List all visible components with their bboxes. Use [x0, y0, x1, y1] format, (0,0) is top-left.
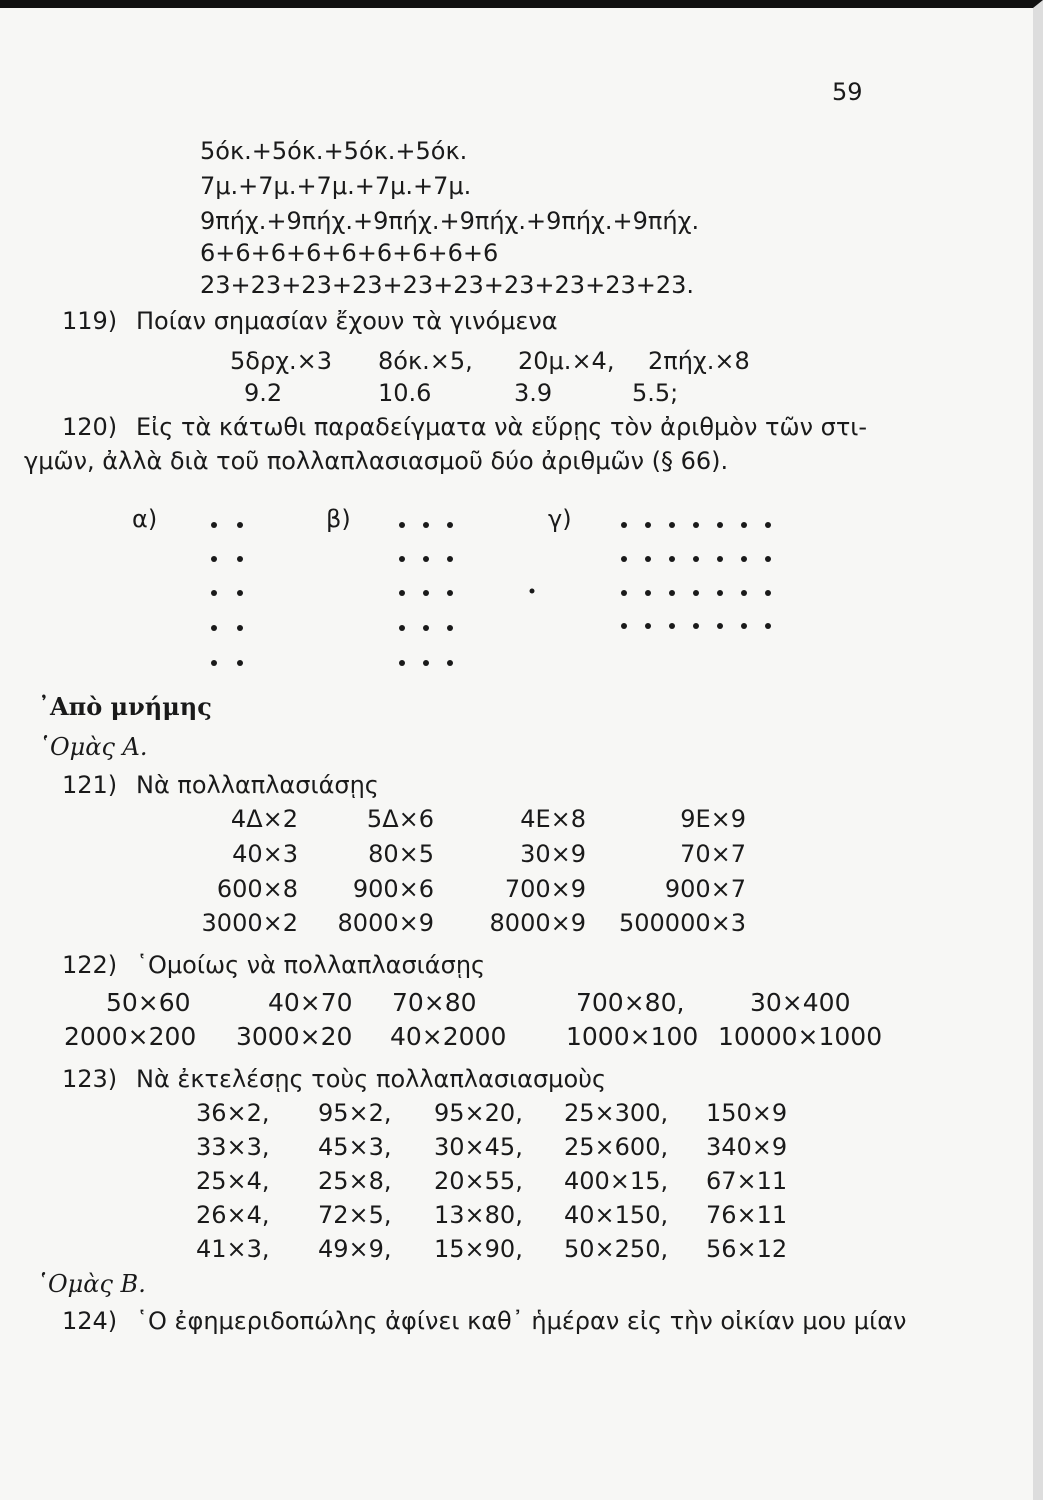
ex123-r1-c5: 150×9 [706, 1099, 788, 1127]
exercise-124-text: ῾Ο ἐφημεριδοπώλης ἀφίνει καθ᾽ ἡμέραν εἰς τὴν οἰκίαν μου μίαν [136, 1307, 907, 1335]
exercise-124-number: 124) [62, 1307, 118, 1335]
dot-group-label-a: α) [132, 505, 158, 533]
exercise-119-text: Ποίαν σημασίαν ἔχουν τὰ γινόμενα [136, 307, 558, 335]
ex121-r4-c2: 8000×9 [337, 909, 434, 937]
ex121-r2-c3: 30×9 [520, 840, 586, 868]
page-number: 59 [832, 78, 863, 106]
sum-line-5: 23+23+23+23+23+23+23+23+23+23. [200, 271, 695, 299]
ex121-r1-c2: 5Δ×6 [366, 805, 434, 833]
ex121-r1-c3: 4Ε×8 [520, 805, 586, 833]
ex122-r2-c2: 3000×20 [236, 1022, 353, 1051]
sum-line-3: 9πήχ.+9πήχ.+9πήχ.+9πήχ.+9πήχ.+9πήχ. [200, 207, 700, 235]
ex123-r5-c5: 56×12 [706, 1235, 788, 1263]
ex123-r2-c4: 25×600, [564, 1133, 669, 1161]
ex123-r5-c1: 41×3, [196, 1235, 270, 1263]
ex123-r2-c1: 33×3, [196, 1133, 270, 1161]
ex119-r1-c2: 8όκ.×5, [378, 347, 473, 375]
ex121-r4-c3: 8000×9 [489, 909, 586, 937]
exercise-119-number: 119) [62, 307, 118, 335]
ex123-r5-c4: 50×250, [564, 1235, 669, 1263]
ex123-r3-c5: 67×11 [706, 1167, 788, 1195]
dot-group-gamma [612, 513, 782, 638]
ex123-r3-c1: 25×4, [196, 1167, 270, 1195]
ex121-r1-c4: 9Ε×9 [680, 805, 746, 833]
ex121-r4-c4: 500000×3 [619, 909, 746, 937]
ex121-r2-c2: 80×5 [368, 840, 434, 868]
ex122-r1-c4: 700×80, [576, 988, 685, 1017]
exercise-123-number: 123) [62, 1065, 118, 1093]
ex123-r4-c2: 72×5, [318, 1201, 392, 1229]
dot-group-beta [388, 513, 468, 673]
ex122-r2-c5: 10000×1000 [718, 1022, 883, 1051]
group-a-heading: ῾Ομὰς Α. [38, 733, 148, 761]
ex119-r1-c3: 20μ.×4, [518, 347, 615, 375]
sum-line-4: 6+6+6+6+6+6+6+6+6 [200, 239, 499, 267]
ex121-r2-c4: 70×7 [680, 840, 746, 868]
ex119-r1-c1: 5δρχ.×3 [230, 347, 333, 375]
exercise-120-line-1: Εἰς τὰ κάτωθι παραδείγματα νὰ εὕρῃς τὸν ἀριθμὸν τῶν στι- [136, 413, 868, 441]
ex122-r1-c3: 70×80 [392, 988, 477, 1017]
ex123-r2-c3: 30×45, [434, 1133, 523, 1161]
ex122-r2-c3: 40×2000 [390, 1022, 507, 1051]
ex121-r4-c1: 3000×2 [201, 909, 298, 937]
exercise-122-number: 122) [62, 951, 118, 979]
ex123-r4-c5: 76×11 [706, 1201, 788, 1229]
exercise-122-text: ῾Ομοίως νὰ πολλαπλασιάσῃς [136, 951, 486, 979]
ex121-r3-c2: 900×6 [352, 875, 434, 903]
ex119-r1-c4: 2πήχ.×8 [648, 347, 750, 375]
exercise-121-number: 121) [62, 771, 118, 799]
exercise-121-text: Νὰ πολλαπλασιάσῃς [136, 771, 379, 799]
ex123-r4-c4: 40×150, [564, 1201, 669, 1229]
ex122-r1-c2: 40×70 [268, 988, 353, 1017]
ex123-r1-c3: 95×20, [434, 1099, 523, 1127]
group-b-heading: ῾Ομὰς Β. [36, 1270, 146, 1298]
ex121-r2-c1: 40×3 [232, 840, 298, 868]
ex123-r1-c1: 36×2, [196, 1099, 270, 1127]
section-heading-from-memory: ᾽Απὸ μνήμης [38, 692, 212, 721]
ex123-r4-c1: 26×4, [196, 1201, 270, 1229]
ex123-r2-c5: 340×9 [706, 1133, 788, 1161]
ex123-r1-c2: 95×2, [318, 1099, 392, 1127]
ex121-r3-c3: 700×9 [504, 875, 586, 903]
ex123-r3-c4: 400×15, [564, 1167, 669, 1195]
ex123-r5-c2: 49×9, [318, 1235, 392, 1263]
sum-line-2: 7μ.+7μ.+7μ.+7μ.+7μ. [200, 172, 472, 200]
ex121-r1-c1: 4Δ×2 [230, 805, 298, 833]
ex122-r2-c4: 1000×100 [566, 1022, 699, 1051]
ex122-r1-c5: 30×400 [750, 988, 851, 1017]
ex119-r2-c2: 10.6 [378, 379, 432, 407]
ex122-r1-c1: 50×60 [106, 988, 191, 1017]
ex119-r2-c1: 9.2 [244, 379, 283, 407]
ex123-r2-c2: 45×3, [318, 1133, 392, 1161]
exercise-120-number: 120) [62, 413, 118, 441]
ex121-r3-c4: 900×7 [664, 875, 746, 903]
dot-group-alpha [200, 513, 260, 673]
ex119-r2-c3: 3.9 [514, 379, 553, 407]
ex119-r2-c4: 5.5; [632, 379, 679, 407]
stray-dot [527, 586, 537, 596]
exercise-120-line-2: γμῶν, ἀλλὰ διὰ τοῦ πολλαπλασιασμοῦ δύο ἀριθμῶν (§ 66). [24, 447, 729, 475]
ex123-r3-c2: 25×8, [318, 1167, 392, 1195]
ex123-r3-c3: 20×55, [434, 1167, 523, 1195]
ex121-r3-c1: 600×8 [216, 875, 298, 903]
dot-group-label-b: β) [326, 505, 351, 533]
ex123-r5-c3: 15×90, [434, 1235, 523, 1263]
exercise-123-text: Νὰ ἐκτελέσῃς τοὺς πολλαπλασιασμοὺς [136, 1065, 607, 1093]
sum-line-1: 5όκ.+5όκ.+5όκ.+5όκ. [200, 137, 468, 165]
ex122-r2-c1: 2000×200 [64, 1022, 197, 1051]
ex123-r4-c3: 13×80, [434, 1201, 523, 1229]
ex123-r1-c4: 25×300, [564, 1099, 669, 1127]
dot-group-label-c: γ) [548, 505, 572, 533]
